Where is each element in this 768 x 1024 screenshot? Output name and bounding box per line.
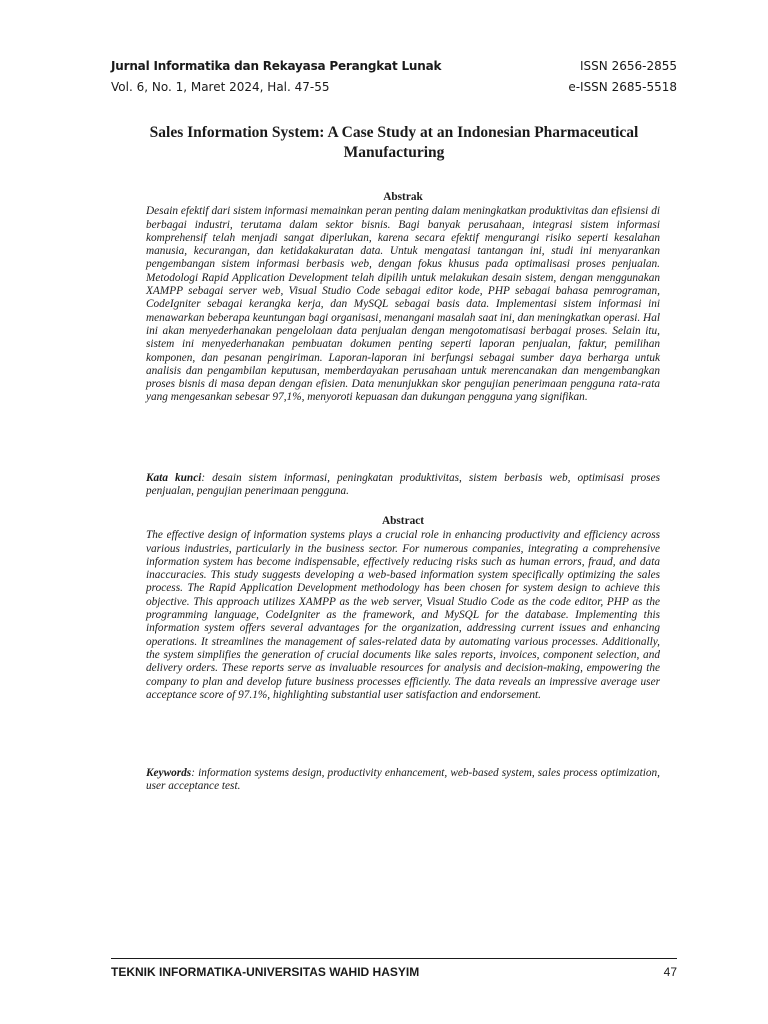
header-row-bottom bbox=[111, 77, 677, 98]
keywords-text: : information systems design, productivity enhancement, web-based system, sales process optimization, user acceptance test. bbox=[146, 767, 660, 793]
keywords bbox=[146, 767, 660, 794]
volume-info: Vol. 6, No. 1, Maret 2024, Hal. 47-55 bbox=[111, 80, 330, 94]
kata-kunci-text: : desain sistem informasi, peningkatan produktivitas, sistem berbasis web, optimisasi proses penjualan, pengujian penerimaan pengguna. bbox=[146, 472, 660, 498]
page-number: 47 bbox=[663, 965, 677, 979]
keywords-section bbox=[146, 767, 660, 794]
abstrak-text: Desain efektif dari sistem informasi memainkan peran penting dalam meningkatkan produktivitas dan efisiensi di berbagai industri, terutama dalam sektor bisnis. Bagi banyak perusahaan, integrasi sistem informasi komprehensif telah menjadi sangat diperlukan, karena secara efektif mengurangi risiko seperti kesalahan manusia, kecurangan, dan ketidakakuratan data. Untuk mengatasi tantangan ini, studi ini menyarankan pengembangan sistem informasi berbasis web, dengan fokus khusus pada optimalisasi proses penjualan. Metodologi Rapid Application Development telah dipilih untuk melakukan desain sistem, dengan menggunakan XAMPP sebagai server web, Visual Studio Code sebagai editor kode, PHP sebagai bahasa pemrograman, CodeIgniter sebagai kerangka kerja, dan MySQL sebagai basis data. Implementasi sistem informasi ini menawarkan beberapa keuntungan bagi organisasi, menangani masalah saat ini, dan meningkatkan operasi. Hal ini akan menyederhanakan pengelolaan data penjualan dengan mengotomatisasi berbagai proses. Selain itu, sistem ini menyederhanakan pembuatan dokumen penting seperti laporan penjualan, faktur, pemilihan komponen, dan pesanan pengiriman. Laporan-laporan ini berfungsi sebagai sumber daya berharga untuk analisis dan pengambilan keputusan, memberdayakan perusahaan untuk merencanakan dan mengembangkan proses bisnis di masa depan dengan efisien. Data menunjukkan skor pengujian penerimaan pengguna rata-rata yang mengesankan sebesar 97,1%, menyoroti kepuasan dan dukungan pengguna yang signifikan. bbox=[146, 205, 660, 404]
journal-name: Jurnal Informatika dan Rekayasa Perangkat Lunak bbox=[111, 59, 442, 73]
header-row-top bbox=[111, 56, 677, 77]
running-footer bbox=[111, 964, 677, 980]
abstract-text: The effective design of information systems plays a crucial role in enhancing productivity and efficiency across various industries, particularly in the business sector. For numerous companies, integrating a comprehensive information system has become indispensable, effectively reducing risks such as human errors, fraud, and data inaccuracies. This study suggests developing a web-based information system specifically optimizing the sales process. The Rapid Application Development methodology has been chosen for system design to achieve this objective. This approach utilizes XAMPP as the web server, Visual Studio Code as the code editor, PHP as the programming language, CodeIgniter as the framework, and MySQL for the database. Implementing this information system offers several advantages for the organization, addressing current issues and enhancing operations. It streamlines the management of sales-related data by automating various processes. Additionally, the system simplifies the generation of crucial documents like sales reports, invoices, component selection, and delivery orders. These reports serve as invaluable resources for analysis and decision-making, empowering the company to plan and develop future business processes efficiently. The data reveals an impressive average user acceptance score of 97.1%, highlighting substantial user satisfaction and endorsement. bbox=[146, 529, 660, 701]
abstract-heading: Abstract bbox=[381, 515, 425, 527]
kata-kunci-section bbox=[146, 472, 660, 499]
abstrak-heading: Abstrak bbox=[383, 191, 423, 203]
paper-title: Sales Information System: A Case Study at an Indonesian Pharmaceutical Manufacturing bbox=[149, 124, 639, 161]
abstract-section bbox=[146, 515, 660, 702]
footer-institution: TEKNIK INFORMATIKA-UNIVERSITAS WAHID HASYIM bbox=[111, 965, 420, 979]
running-header bbox=[111, 56, 677, 98]
issn: ISSN 2656-2855 bbox=[580, 59, 677, 73]
keywords-label: Keywords bbox=[146, 767, 192, 779]
footer-rule bbox=[111, 958, 677, 959]
kata-kunci bbox=[146, 472, 660, 499]
eissn: e-ISSN 2685-5518 bbox=[568, 80, 677, 94]
kata-kunci-label: Kata kunci bbox=[146, 472, 202, 484]
abstrak-section bbox=[146, 191, 660, 405]
